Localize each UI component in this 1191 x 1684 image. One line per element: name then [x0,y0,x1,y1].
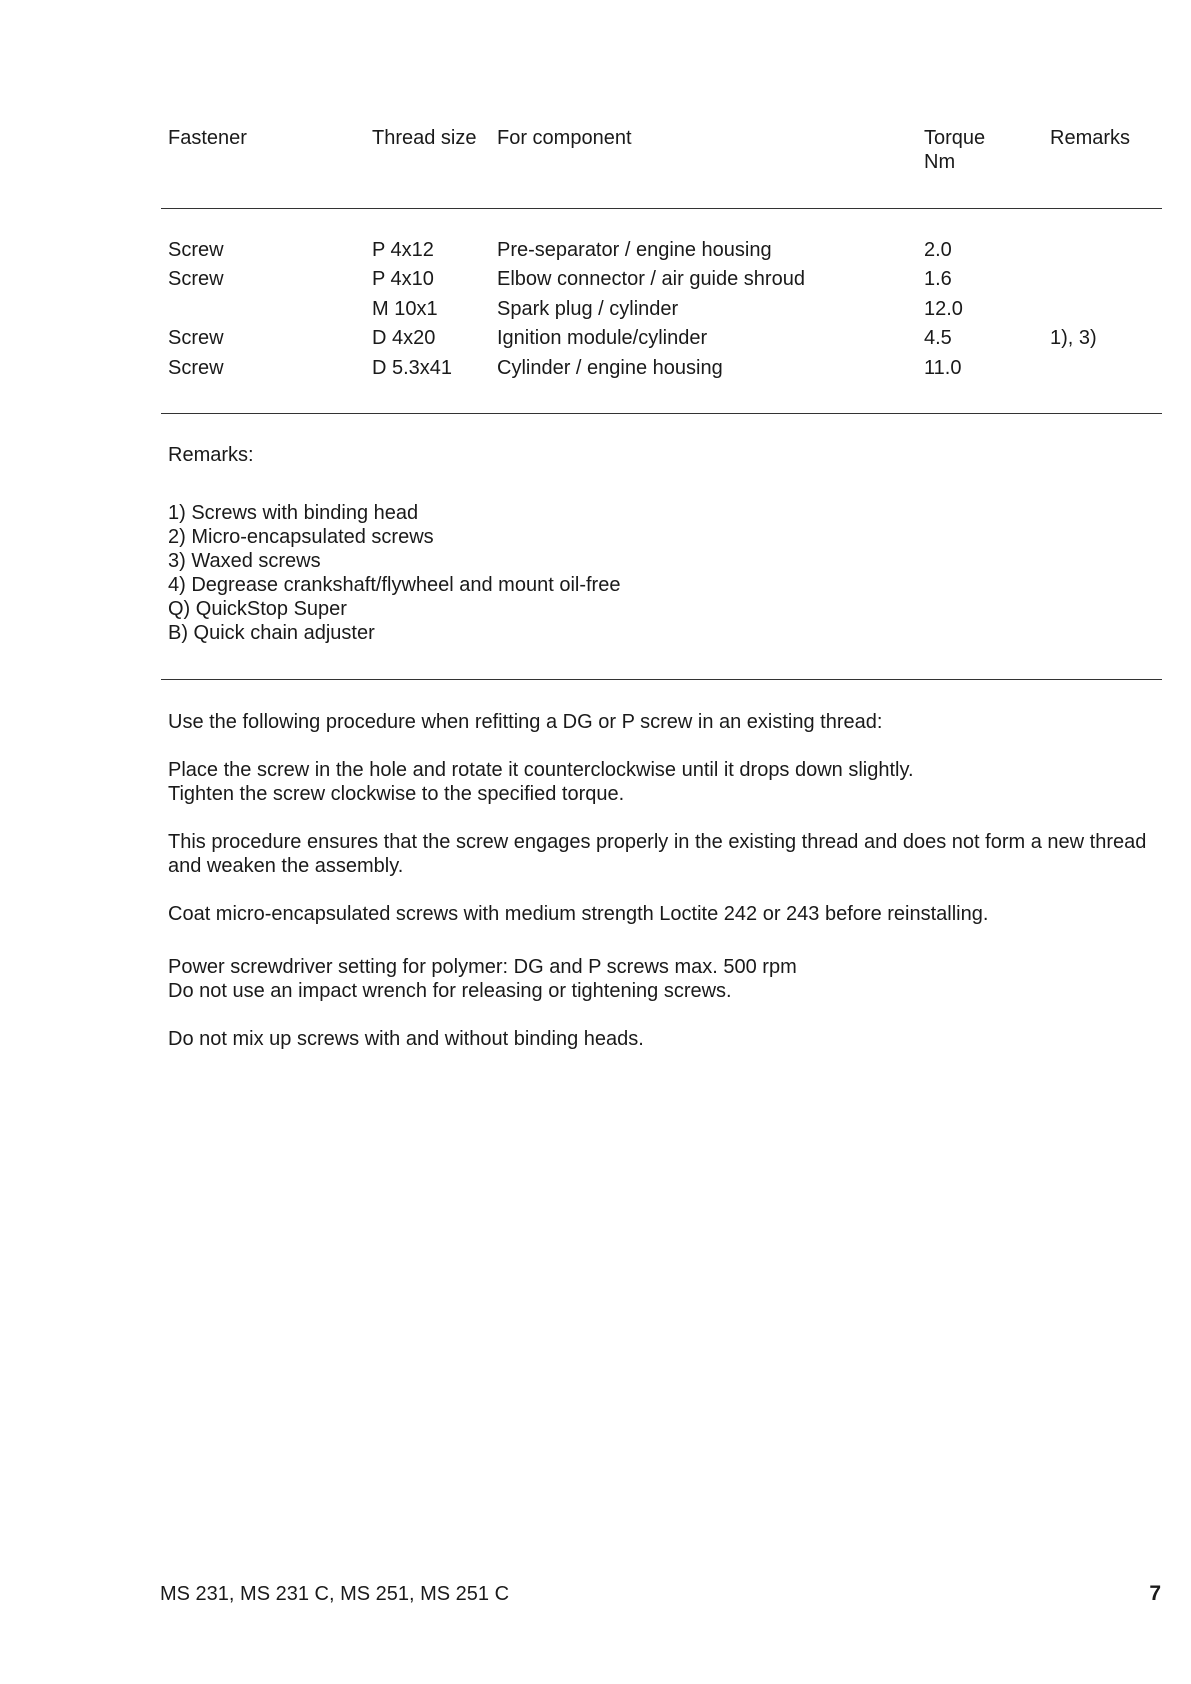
cell-fastener: Screw [168,268,224,290]
header-fastener: Fastener [168,127,247,149]
procedure-steps [168,758,1158,806]
remark-item: 2) Micro-encapsulated screws [168,526,434,548]
header-thread-size: Thread size [372,127,477,149]
cell-fastener: Screw [168,239,224,261]
cell-thread: P 4x12 [372,239,434,261]
cell-torque: 11.0 [924,357,962,379]
remark-item: 4) Degrease crankshaft/flywheel and mount oil-free [168,574,621,596]
cell-remarks: 1), 3) [1050,327,1097,349]
cell-thread: M 10x1 [372,298,438,320]
header-component: For component [497,127,632,149]
cell-torque: 12.0 [924,298,963,320]
procedure-power [168,955,1158,1003]
header-remarks: Remarks [1050,127,1131,149]
header-torque-line1: Torque [924,127,986,149]
header-torque [924,126,985,174]
cell-torque: 4.5 [924,327,952,349]
cell-thread: D 5.3x41 [372,357,453,379]
cell-component: Elbow connector / air guide shroud [497,268,805,290]
procedure-power-line-2: Do not use an impact wrench for releasing or tightening screws. [168,980,732,1002]
remarks-title: Remarks: [168,444,254,466]
remark-item: 3) Waxed screws [168,550,321,572]
procedure-step-1: Place the screw in the hole and rotate it counterclockwise until it drops down slightly. [168,759,914,781]
procedure-intro-text: Use the following procedure when refitting a DG or P screw in an existing thread: [168,711,883,733]
procedure-ensure-text: This procedure ensures that the screw engages properly in the existing thread and does not form a new thread and weaken the assembly. [168,831,1147,877]
remark-item: Q) QuickStop Super [168,598,347,620]
cell-fastener: Screw [168,357,224,379]
remarks-list [168,501,1158,645]
page-number: 7 [1149,1582,1161,1605]
cell-component: Spark plug / cylinder [497,298,679,320]
remark-item: 1) Screws with binding head [168,502,419,524]
procedure-coat-text: Coat micro-encapsulated screws with medium strength Loctite 242 or 243 before reinstalling. [168,903,989,925]
table-bottom-divider [161,413,1162,414]
cell-torque: 1.6 [924,268,952,290]
cell-thread: P 4x10 [372,268,434,290]
cell-torque: 2.0 [924,239,952,261]
footer-models: MS 231, MS 231 C, MS 251, MS 251 C [160,1583,510,1605]
procedure-power-line-1: Power screwdriver setting for polymer: DG and P screws max. 500 rpm [168,956,797,978]
cell-component: Pre-separator / engine housing [497,239,772,261]
cell-thread: D 4x20 [372,327,436,349]
procedure-ensure [168,830,1158,878]
cell-fastener: Screw [168,327,224,349]
cell-component: Ignition module/cylinder [497,327,708,349]
procedure-mix-text: Do not mix up screws with and without binding heads. [168,1028,644,1050]
remark-item: B) Quick chain adjuster [168,622,375,644]
procedure-step-2: Tighten the screw clockwise to the specified torque. [168,783,625,805]
remarks-divider [161,679,1162,680]
cell-component: Cylinder / engine housing [497,357,723,379]
procedure-intro [168,710,1158,734]
header-torque-line2: Nm [924,151,956,173]
procedure-mix [168,1027,1158,1051]
table-header-divider [161,208,1162,209]
procedure-coat [168,902,1158,926]
remarks-section [168,443,1158,467]
